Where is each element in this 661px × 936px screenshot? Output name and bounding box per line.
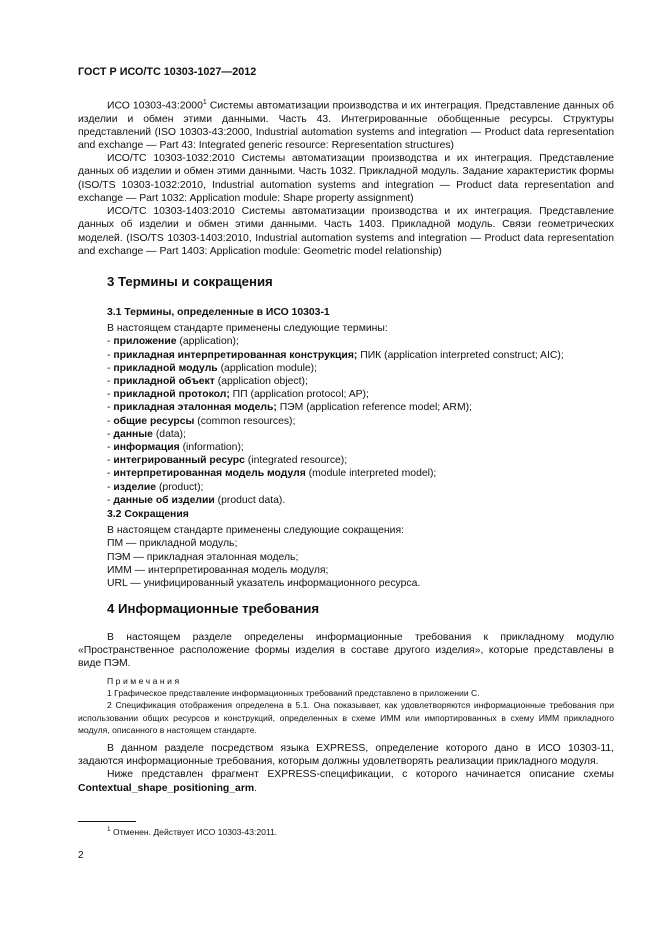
terms-list: [78, 335, 614, 507]
paragraph: [78, 768, 614, 794]
bullet-dash: -: [107, 336, 114, 348]
term-definition: (data);: [152, 428, 186, 440]
bullet-dash: -: [107, 389, 114, 401]
notes: [78, 675, 614, 736]
page-number: 2: [78, 850, 84, 861]
term-item: [107, 454, 614, 467]
bullet-dash: -: [107, 349, 114, 361]
term-name: прикладная интерпретированная конструкция;: [113, 349, 358, 361]
term-item: [107, 415, 614, 428]
section-4-body: [78, 742, 614, 795]
footnote-separator: [78, 821, 136, 822]
paragraph: В данном разделе посредством языка EXPRESS, определение которого дано в ИСО 10303-11, задаются информационные требования, которым должны удовлетворять реализации прикладного модуля.: [78, 743, 614, 768]
abbr-item: ПЭМ — прикладная эталонная модель;: [107, 551, 299, 563]
term-definition: ПП (application protocol; AP);: [229, 389, 369, 401]
term-name: прикладная эталонная модель;: [113, 402, 277, 414]
paragraph: В настоящем разделе определены информационные требования к прикладному модулю «Пространственное расположение формы изделия в составе другого изделия», которые представлены в виде ПЭМ.: [78, 632, 614, 670]
document-header: ГОСТ Р ИСО/ТС 10303-1027—2012: [78, 66, 257, 78]
reference-id: ИСО 10303-43:2000: [107, 100, 203, 112]
bullet-dash: -: [107, 442, 114, 454]
section-3-heading: 3 Термины и сокращения: [107, 274, 273, 289]
section-4-heading: 4 Информационные требования: [107, 601, 320, 616]
footnote: [107, 826, 277, 837]
term-item: [107, 335, 614, 348]
section-3-1: [78, 306, 614, 507]
term-name: приложение: [113, 336, 177, 348]
note-item: 2 Спецификация отображения определена в 5.1. Она показывает, как удовлетворяются информационные требования при использовании общих ресурсов и конструкций, определенных в схеме ИММ или импортированных в схему ИММ прикладного модуля, описанного в настоящем стандарте.: [78, 700, 614, 735]
abbr-item: ПМ — прикладной модуль;: [107, 538, 238, 550]
term-definition: (common resources);: [194, 415, 296, 427]
term-definition: (application object);: [214, 376, 308, 388]
paragraph-end: .: [254, 782, 257, 794]
term-item: [107, 494, 614, 507]
reference-text: Системы автоматизации производства и их интеграция. Представление данных об изделии и обмен этими данными. Часть 1403. Прикладной модуль. Связи геометрических моделей. (ISO/TS 10303-1403:2010, Industrial automation systems and integration — Product data representation and exchange — Part 1403: Application module: Geometric model relationship): [78, 206, 615, 257]
footnote-mark: 1: [107, 826, 111, 833]
term-name: прикладной модуль: [113, 362, 218, 374]
term-definition: (product);: [156, 481, 204, 493]
section-4-para-1: [78, 631, 614, 671]
section-3-1-heading: 3.1 Термины, определенные в ИСО 10303-1: [107, 307, 330, 318]
term-name: информация: [113, 442, 180, 454]
abbr-item: URL — унифицированный указатель информационного ресурса.: [107, 578, 421, 590]
normative-references: [78, 96, 614, 258]
term-name: общие ресурсы: [113, 415, 195, 427]
term-definition: (information);: [179, 442, 244, 454]
term-item: [107, 375, 614, 388]
term-definition: ПЭМ (application reference model; ARM);: [276, 402, 472, 414]
term-definition: (integrated resource);: [244, 455, 348, 467]
term-item: [107, 428, 614, 441]
term-item: [107, 362, 614, 375]
abbr-item: ИММ — интерпретированная модель модуля;: [107, 564, 329, 576]
term-name: интегрированный ресурс: [113, 455, 245, 467]
term-name: данные: [113, 428, 153, 440]
term-item: [107, 481, 614, 494]
abbr-intro: В настоящем стандарте применены следующие сокращения:: [107, 525, 404, 537]
term-item: [107, 349, 614, 362]
bullet-dash: -: [107, 455, 114, 467]
reference-id: ИСО/ТС 10303-1032:2010: [107, 153, 235, 165]
bullet-dash: -: [107, 415, 114, 427]
reference-item: [78, 205, 614, 258]
bullet-dash: -: [107, 402, 114, 414]
term-name: данные об изделии: [113, 494, 215, 506]
bullet-dash: -: [107, 481, 114, 493]
term-item: [107, 401, 614, 414]
term-name: прикладной протокол;: [113, 389, 230, 401]
bullet-dash: -: [107, 428, 114, 440]
term-definition: ПИК (application interpreted construct; AIC);: [357, 349, 564, 361]
bullet-dash: -: [107, 376, 114, 388]
footnote-text: Отменен. Действует ИСО 10303-43:2011.: [110, 826, 278, 837]
footnote-mark[interactable]: 1: [202, 99, 207, 106]
term-definition: (application);: [176, 336, 239, 348]
term-item: [107, 388, 614, 401]
bullet-dash: -: [107, 468, 114, 480]
term-definition: (module interpreted model);: [305, 468, 437, 480]
paragraph-text: Ниже представлен фрагмент EXPRESS-спецификации, с которого начинается описание схемы: [107, 769, 614, 781]
term-item: [107, 441, 614, 454]
section-3-2-heading: 3.2 Сокращения: [107, 509, 189, 520]
term-name: изделие: [113, 481, 157, 493]
term-definition: (product data).: [214, 494, 286, 506]
schema-name: Contextual_shape_positioning_arm: [78, 782, 255, 794]
bullet-dash: -: [107, 494, 114, 506]
reference-text: Системы автоматизации производства и их интеграция. Представление данных об изделии и обмен этими данными. Часть 43. Интегрированные обобщенные ресурсы. Структуры представлений (ISO 10303-43:2000, Industrial automation systems and integration — Product data representation and exchange — Part 43: Integrated generic resource: Representation structures): [78, 100, 614, 152]
section-3-2: [78, 508, 614, 590]
reference-item: [78, 152, 614, 205]
reference-item: [78, 96, 614, 152]
term-definition: (application module);: [217, 362, 318, 374]
term-name: интерпретированная модель модуля: [113, 468, 306, 480]
note-item: 1 Графическое представление информационных требований представлено в приложении С.: [107, 688, 480, 699]
notes-label: Примечания: [107, 676, 182, 686]
term-item: [107, 467, 614, 480]
reference-id: ИСО/ТС 10303-1403:2010: [107, 206, 235, 218]
reference-text: Системы автоматизации производства и их интеграция. Представление данных об изделии и обмен этими данными. Часть 1032. Прикладной модуль. Задание характеристик формы (ISO/TS 10303-1032:2010, Industrial automation systems and integration — Product data representation and exchange — Part 1032: Application module: Shape property assignment): [78, 153, 615, 204]
terms-intro: В настоящем стандарте применены следующие термины:: [107, 323, 388, 335]
bullet-dash: -: [107, 362, 114, 374]
term-name: прикладной объект: [113, 376, 215, 388]
